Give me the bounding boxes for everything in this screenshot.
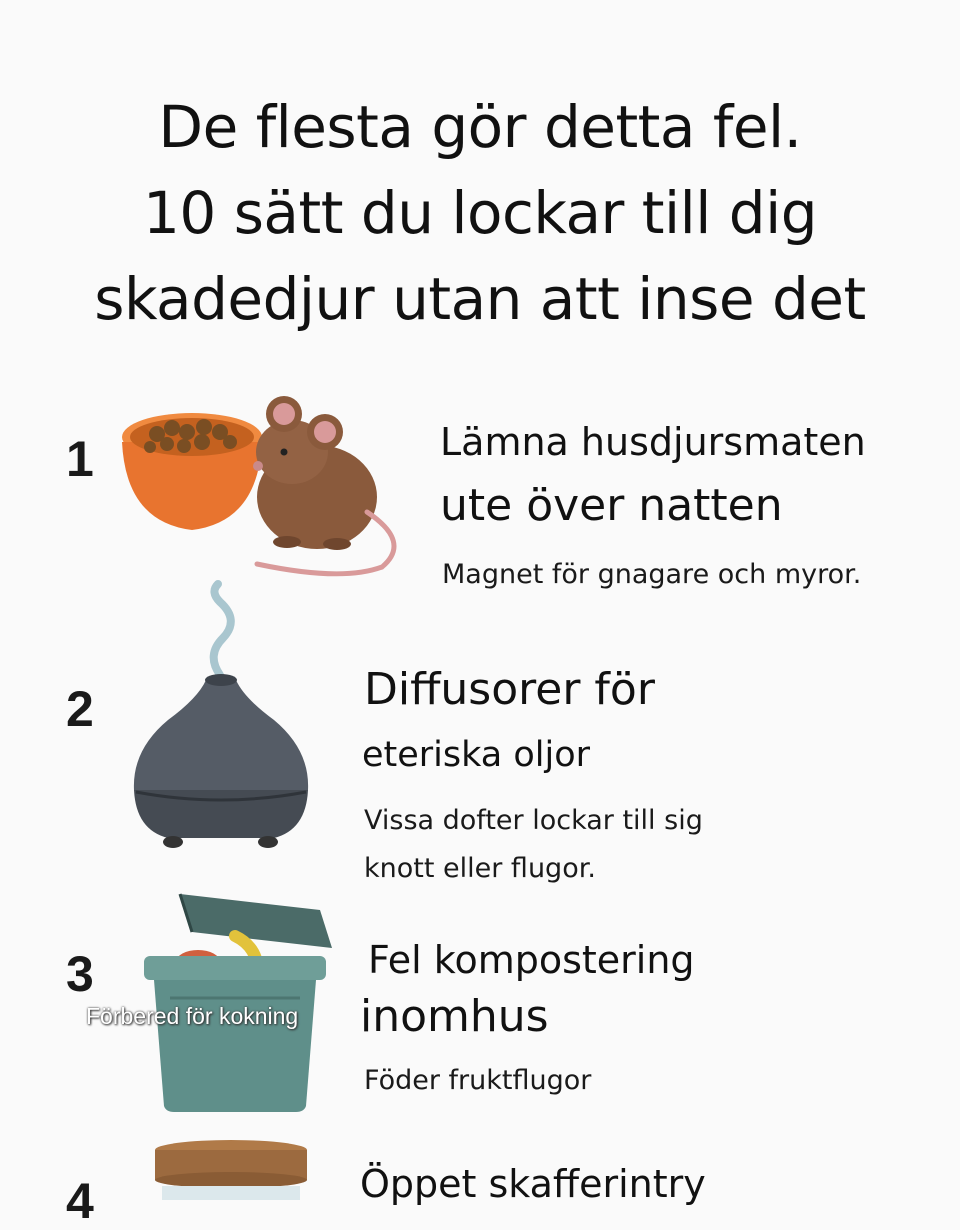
diffuser-icon <box>128 580 318 855</box>
item-1-heading-line-2: ute över natten <box>440 480 783 531</box>
page-title <box>0 84 960 342</box>
item-3-description: Föder fruktflugor <box>364 1065 592 1096</box>
item-1-number: 1 <box>66 431 94 487</box>
item-4-heading-line-1: Öppet skafferintry <box>360 1162 706 1206</box>
title-line-1: De flesta gör detta fel. <box>158 93 802 161</box>
item-1-heading-line-1: Lämna husdjursmaten <box>440 420 866 464</box>
item-3-heading-line-1: Fel kompostering <box>368 938 695 982</box>
item-2-heading-line-1: Diffusorer för <box>364 664 655 715</box>
title-line-3: skadedjur utan att inse det <box>94 265 866 333</box>
item-1-description: Magnet för gnagare och myror. <box>442 559 862 590</box>
item-3-heading-line-2: inomhus <box>360 991 549 1042</box>
item-2-description-line-2: knott eller flugor. <box>364 853 596 884</box>
video-caption-overlay: Förbered för kokning <box>86 1003 299 1029</box>
mouse-pet-food-icon <box>112 392 412 592</box>
compost-bin-icon <box>140 888 335 1116</box>
title-line-2: 10 sätt du lockar till dig <box>142 179 818 247</box>
item-4-number: 4 <box>66 1173 94 1229</box>
item-3-number: 3 <box>66 946 94 1002</box>
item-2-number: 2 <box>66 681 94 737</box>
jar-icon <box>146 1138 316 1200</box>
item-2-description-line-1: Vissa dofter lockar till sig <box>364 805 703 836</box>
item-2-heading-line-2: eteriska oljor <box>362 735 591 775</box>
